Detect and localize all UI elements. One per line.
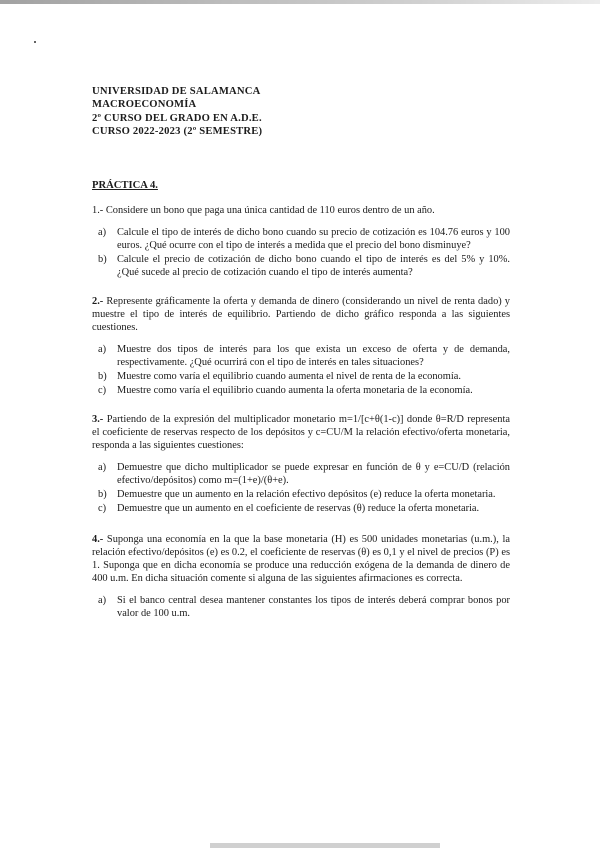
item-label: a) — [98, 461, 107, 473]
question-2-text: Represente gráficamente la oferta y demanda de dinero (considerando un nivel de renta dado) y muestre el tipo de interés de equilibrio. Partiendo de dicho gráfico responda a las siguientes cuestiones. — [92, 295, 510, 333]
question-2-statement — [92, 295, 510, 334]
document-page — [92, 85, 510, 621]
item-text: Muestre como varía el equilibrio cuando aumenta el nivel de renta de la economía. — [117, 370, 461, 382]
item-text: Calcule el tipo de interés de dicho bono cuando su precio de cotización es 104.76 euros y 100 euros. ¿Qué ocurre con el tipo de interés a medida que el precio del bono disminuye? — [117, 226, 510, 251]
question-3-number: 3.- — [92, 413, 104, 425]
question-3-text: Partiendo de la expresión del multiplicador monetario m=1/[c+θ(1-c)] donde θ=R/D representa el coeficiente de reservas respecto de los depósitos y c=CU/M la relación efectivo/oferta monetaria, responda a las siguientes cuestiones: — [92, 413, 510, 451]
item-text: Si el banco central desea mantener constantes los tipos de interés deberá comprar bonos por valor de 100 u.m. — [117, 594, 510, 619]
item-text: Demuestre que un aumento en la relación efectivo depósitos (e) reduce la oferta monetaria. — [117, 488, 496, 500]
question-3-statement — [92, 413, 510, 452]
list-item — [92, 370, 510, 383]
question-2 — [92, 295, 510, 397]
item-label: b) — [98, 370, 107, 382]
question-3-items — [92, 461, 510, 515]
item-label: c) — [98, 502, 107, 514]
question-4-items — [92, 594, 510, 620]
list-item — [92, 253, 510, 279]
item-text: Calcule el precio de cotización de dicho bono cuando el tipo de interés es del 5% y 10%. ¿Qué sucede al precio de cotización cuando el tipo de interés aumenta? — [117, 253, 510, 278]
question-3 — [92, 413, 510, 515]
list-item — [92, 461, 510, 487]
list-item — [92, 343, 510, 369]
header-course: CURSO 2022-2023 (2º SEMESTRE) — [92, 126, 263, 138]
question-1-items — [92, 226, 510, 279]
question-4-number: 4.- — [92, 533, 104, 545]
question-1-statement — [92, 204, 510, 217]
item-label: a) — [98, 343, 107, 355]
question-1-text: Considere un bono que paga una única cantidad de 110 euros dentro de un año. — [105, 204, 435, 216]
header-subject: MACROECONOMÍA — [92, 99, 197, 111]
item-label: a) — [98, 226, 107, 238]
question-1 — [92, 204, 510, 279]
scan-edge-bottom — [210, 843, 440, 848]
list-item — [92, 488, 510, 501]
list-item — [92, 226, 510, 252]
question-2-items — [92, 343, 510, 397]
item-text: Muestre como varía el equilibrio cuando aumenta la oferta monetaria de la economía. — [117, 384, 473, 396]
list-item — [92, 502, 510, 515]
header-university: UNIVERSIDAD DE SALAMANCA — [92, 86, 261, 97]
question-2-number: 2.- — [92, 295, 104, 307]
item-label: b) — [98, 488, 107, 500]
practice-title: PRÁCTICA 4. — [92, 179, 158, 191]
question-1-number: 1.- — [92, 204, 104, 216]
scan-edge-top — [0, 0, 600, 4]
item-label: a) — [98, 594, 107, 606]
question-4 — [92, 533, 510, 620]
question-4-statement — [92, 533, 510, 585]
list-item — [92, 594, 510, 620]
item-text: Demuestre que un aumento en el coeficiente de reservas (θ) reduce la oferta monetaria. — [117, 502, 480, 514]
item-label: c) — [98, 384, 107, 396]
scan-speck — [34, 41, 36, 43]
item-label: b) — [98, 253, 107, 265]
item-text: Muestre dos tipos de interés para los que exista un exceso de oferta y de demanda, respectivamente. ¿Qué ocurrirá con el tipo de interés en tales situaciones? — [117, 343, 510, 368]
item-text: Demuestre que dicho multiplicador se puede expresar en función de θ y e=CU/D (relación efectivo/depósitos) como m=(1+e)/(θ+e). — [117, 461, 510, 486]
header-degree: 2º CURSO DEL GRADO EN A.D.E. — [92, 112, 262, 124]
document-header — [92, 85, 510, 139]
list-item — [92, 384, 510, 397]
question-4-text: Suponga una economía en la que la base monetaria (H) es 500 unidades monetarias (u.m.), la relación efectivo/depósitos (e) es 0.2, el coeficiente de reservas (θ) es 0,1 y el nivel de precios (P) es 1. Suponga que en dicha economía se produce una reducción exógena de la demanda de dinero de 400 u.m. En dicha situación comente si alguna de las siguientes afirmaciones es correcta. — [92, 533, 510, 584]
